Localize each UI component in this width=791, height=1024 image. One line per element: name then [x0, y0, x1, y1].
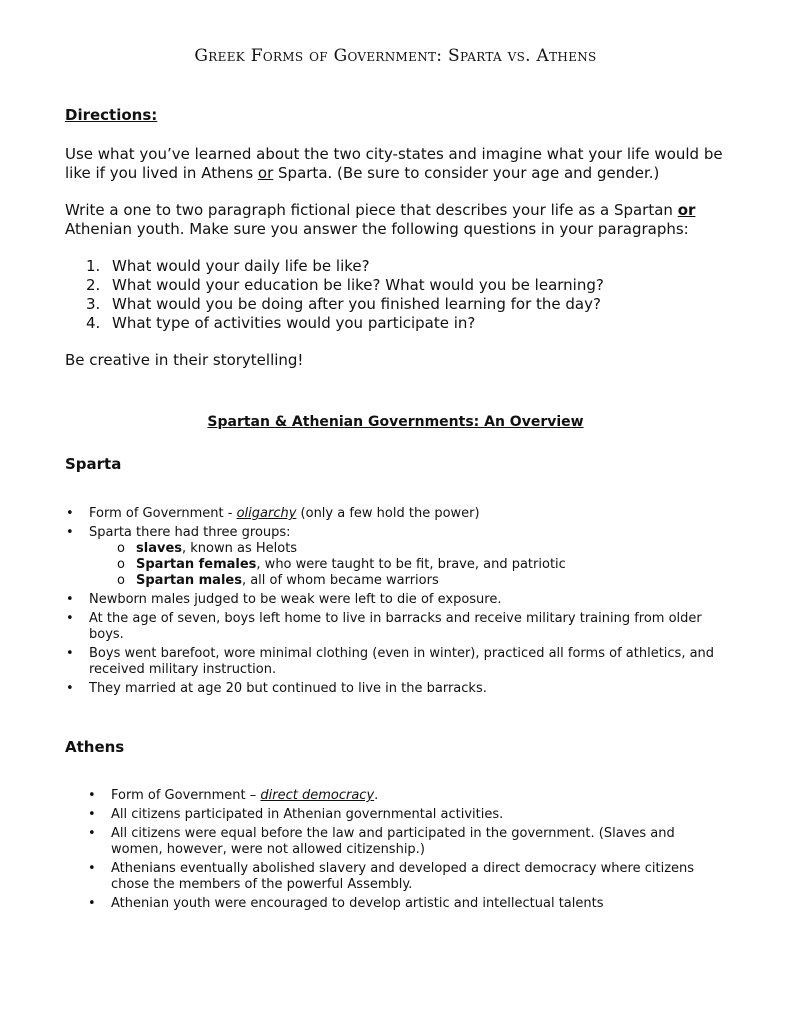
overview-heading: Spartan & Athenian Governments: An Overview [207, 414, 584, 430]
question-number: 3. [86, 295, 101, 313]
group-name: Spartan males [136, 573, 242, 588]
group-desc: , who were taught to be fit, brave, and patriotic [256, 557, 566, 572]
bullet-icon: • [88, 826, 96, 841]
sparta-gov-type: oligarchy [236, 506, 297, 521]
bullet-icon: • [66, 525, 74, 540]
list-item [66, 681, 726, 697]
list-item-text: Boys went barefoot, wore minimal clothing (even in winter), practiced all forms of athletics, and received military instruction. [89, 646, 715, 677]
bullet-icon: • [66, 646, 74, 661]
question-number: 4. [86, 314, 101, 332]
list-item [88, 861, 708, 893]
list-item-text: All citizens were equal before the law and participated in the government. (Slaves and women, however, were not allowed citizenship.) [111, 826, 675, 857]
list-item-text: Newborn males judged to be weak were left to die of exposure. [89, 592, 502, 607]
p1-text-a: Use what you’ve learned about the two city-states and imagine what your life would be like if you lived in Athens [65, 145, 723, 182]
group-desc: , known as Helots [182, 541, 298, 556]
list-item [88, 807, 708, 823]
bullet-icon: • [88, 807, 96, 822]
question-item [86, 257, 604, 276]
group-desc: , all of whom became warriors [241, 573, 439, 588]
athens-heading: Athens [65, 738, 125, 756]
question-item [86, 314, 604, 333]
question-text: What type of activities would you participate in? [112, 314, 476, 332]
list-item [66, 611, 726, 643]
sparta-facts-list [66, 506, 726, 700]
page-title: Greek Forms of Government: Sparta vs. Athens [194, 46, 597, 66]
p1-text-b: Sparta. (Be sure to consider your age and gender.) [273, 164, 660, 182]
sparta-groups-list [89, 541, 726, 589]
bullet-icon: • [66, 611, 74, 626]
list-item-text: At the age of seven, boys left home to live in barracks and receive military training from older boys. [89, 611, 702, 642]
question-list [86, 257, 604, 333]
directions-heading: Directions: [65, 106, 158, 124]
athens-gov-type: direct democracy [260, 788, 375, 803]
group-name: slaves [136, 541, 182, 556]
list-item-text: Athenian youth were encouraged to develop artistic and intellectual talents [111, 896, 604, 911]
circle-bullet-icon: o [117, 573, 125, 588]
athens-gov-label: Form of Government – [111, 788, 261, 803]
athens-facts-list [88, 788, 708, 915]
group-name: Spartan females [136, 557, 257, 572]
list-item [88, 826, 708, 858]
p1-or: or [257, 164, 274, 182]
list-item [66, 592, 726, 608]
bullet-icon: • [88, 896, 96, 911]
question-number: 2. [86, 276, 101, 294]
sparta-gov-note: (only a few hold the power) [296, 506, 480, 521]
list-item [66, 506, 726, 522]
question-text: What would you be doing after you finished learning for the day? [112, 295, 601, 313]
question-item [86, 295, 604, 314]
list-item-text: They married at age 20 but continued to live in the barracks. [89, 681, 487, 696]
sparta-heading: Sparta [65, 455, 122, 473]
bullet-icon: • [66, 592, 74, 607]
list-item [66, 525, 726, 589]
question-item [86, 276, 604, 295]
p2-or: or [677, 201, 696, 219]
question-number: 1. [86, 257, 101, 275]
question-text: What would your education be like? What would you be learning? [112, 276, 604, 294]
list-item [88, 896, 708, 912]
bullet-icon: • [88, 788, 96, 803]
p2-text-b: Athenian youth. Make sure you answer the following questions in your paragraphs: [65, 220, 689, 238]
bullet-icon: • [66, 506, 74, 521]
directions-paragraph-1 [65, 145, 735, 183]
bullet-icon: • [88, 861, 96, 876]
list-item [66, 646, 726, 678]
sparta-gov-label: Form of Government - [89, 506, 237, 521]
circle-bullet-icon: o [117, 541, 125, 556]
athens-gov-end: . [374, 788, 379, 803]
list-item [89, 573, 726, 589]
list-item [89, 541, 726, 557]
question-text: What would your daily life be like? [112, 257, 370, 275]
list-item [89, 557, 726, 573]
p2-text-a: Write a one to two paragraph fictional piece that describes your life as a Spartan [65, 201, 678, 219]
circle-bullet-icon: o [117, 557, 125, 572]
directions-paragraph-2 [65, 201, 735, 239]
sparta-groups-intro: Sparta there had three groups: [89, 525, 291, 540]
bullet-icon: • [66, 681, 74, 696]
directions-closing: Be creative in their storytelling! [65, 351, 304, 369]
list-item-text: All citizens participated in Athenian governmental activities. [111, 807, 504, 822]
list-item [88, 788, 708, 804]
list-item-text: Athenians eventually abolished slavery and developed a direct democracy where citizens chose the members of the powerful Assembly. [111, 861, 695, 892]
